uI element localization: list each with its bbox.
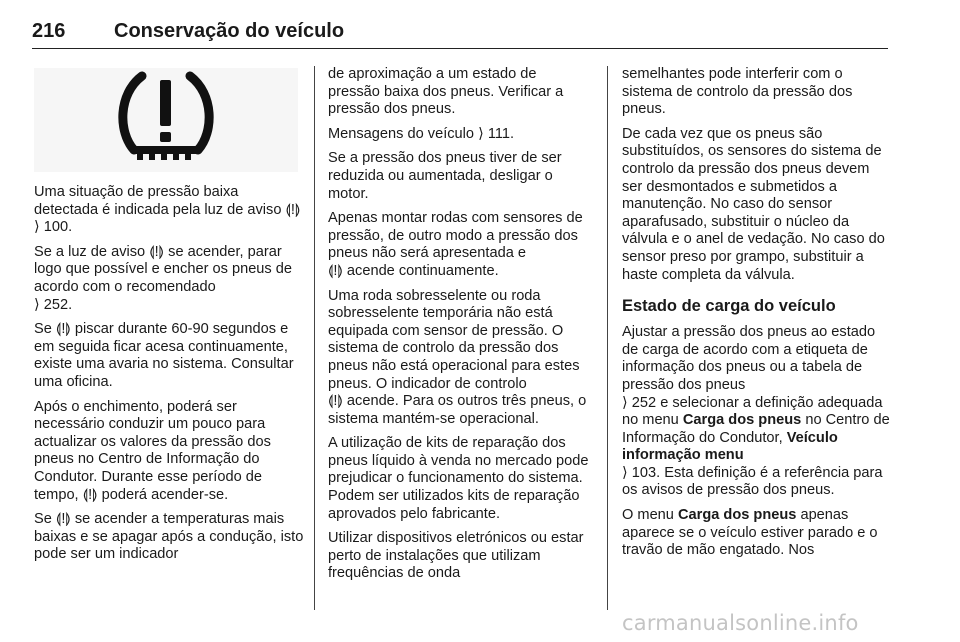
tire-pressure-warning-icon: ⟬!⟭ — [55, 321, 71, 338]
paragraph: Se a pressão dos pneus tiver de ser reduzida ou aumentada, desligar o motor. — [328, 150, 562, 202]
tire-pressure-warning-icon: ⟬!⟭ — [149, 243, 165, 260]
page-header — [32, 14, 888, 49]
reference-arrow-icon: ⟩ — [478, 125, 484, 142]
paragraph: Uma situação de pressão baixa detectada é indicada pela luz de aviso ⟬!⟭ ⟩ 100. — [34, 184, 301, 236]
menu-name: Carga dos pneus — [682, 412, 802, 429]
column-1 — [34, 184, 304, 571]
menu-name: Carga dos pneus — [677, 507, 797, 524]
paragraph: Se a luz de aviso ⟬!⟭ se acender, parar logo que possível e encher os pneus de acordo com o recomendado ⟩ 252. — [34, 243, 293, 313]
page-title: Conservação do veículo — [114, 20, 345, 42]
paragraph: De cada vez que os pneus são substituídos, os sensores do sistema de controlo da pressão dos pneus devem ser desmontados e submetidos a manutenção. No caso do sensor aparafusado, substituir o núcleo da válvula e o anel de vedação. No caso do sensor preso por grampo, substituir a haste completa da válvula. — [622, 125, 885, 283]
reference-arrow-icon: ⟩ — [34, 219, 40, 236]
paragraph: semelhantes pode interferir com o sistema de controlo da pressão dos pneus. — [622, 66, 853, 118]
reference-arrow-icon: ⟩ — [34, 296, 40, 313]
column-3 — [622, 66, 890, 567]
paragraph: de aproximação a um estado de pressão baixa dos pneus. Verificar a pressão dos pneus. — [328, 66, 564, 118]
paragraph: A utilização de kits de reparação dos pneus líquido à venda no mercado pode prejudicar o funcionamento do sistema. Podem ser utilizados kits de reparação aprovados pelo fabricante. — [328, 435, 589, 522]
menu-name: Veículo informação menu — [622, 429, 838, 464]
paragraph: Se ⟬!⟭ se acender a temperaturas mais baixas e se apagar após a condução, isto pode ser um indicador — [34, 511, 304, 563]
paragraph: Mensagens do veículo ⟩ 111. — [328, 125, 515, 142]
paragraph: Ajustar a pressão dos pneus ao estado de carga de acordo com a etiqueta de informação dos pneus ou a tabela de pressão dos pneus ⟩ 252 e selecionar a definição adequada no menu Carga dos pneus no Centro de Informação do Condutor, Veículo informação menu ⟩ 103. Esta definição é a referência para os avisos de pressão dos pneus. — [622, 324, 890, 499]
paragraph: Se ⟬!⟭ piscar durante 60-90 segundos e em seguida ficar acesa continuamente, existe uma avaria no sistema. Consultar uma oficina. — [34, 321, 294, 390]
column-2 — [328, 66, 592, 590]
tire-pressure-warning-icon: ⟬!⟭ — [285, 201, 301, 218]
reference-arrow-icon: ⟩ — [622, 394, 628, 411]
reference-arrow-icon: ⟩ — [622, 464, 628, 481]
tire-pressure-warning-icon — [34, 68, 298, 172]
paragraph: Após o enchimento, poderá ser necessário conduzir um pouco para actualizar os valores da pressão dos pneus no Centro de Informação do Condutor. Durante esse período de tempo, ⟬!⟭ poderá acender-se. — [34, 398, 271, 503]
watermark: carmanualsonline.info — [622, 611, 859, 635]
column-divider — [607, 66, 608, 610]
tire-pressure-warning-icon: ⟬!⟭ — [55, 511, 71, 528]
tire-pressure-warning-icon: ⟬!⟭ — [82, 486, 98, 503]
paragraph: Utilizar dispositivos eletrónicos ou estar perto de instalações que utilizam frequências de onda — [328, 530, 584, 582]
tire-pressure-warning-icon: ⟬!⟭ — [328, 393, 343, 410]
section-heading: Estado de carga do veículo — [622, 297, 836, 316]
tire-pressure-illustration — [34, 68, 298, 172]
column-divider — [314, 66, 315, 610]
paragraph: Apenas montar rodas com sensores de pressão, de outro modo a pressão dos pneus não será apresentada e ⟬!⟭ acende continuamente. — [328, 210, 583, 279]
page-number: 216 — [32, 20, 66, 42]
paragraph: O menu Carga dos pneus apenas aparece se o veículo estiver parado e o travão de mão engatado. Nos — [622, 507, 878, 559]
paragraph: Uma roda sobresselente ou roda sobresselente temporária não está equipada com sensor de pressão. O sistema de controlo da pressão dos pneus não está operacional para estes pneus. O indicador de controlo ⟬!⟭ acende. Para os outros três pneus, o sistema mantém-se operacional. — [328, 287, 587, 427]
tire-pressure-warning-icon: ⟬!⟭ — [328, 262, 343, 279]
